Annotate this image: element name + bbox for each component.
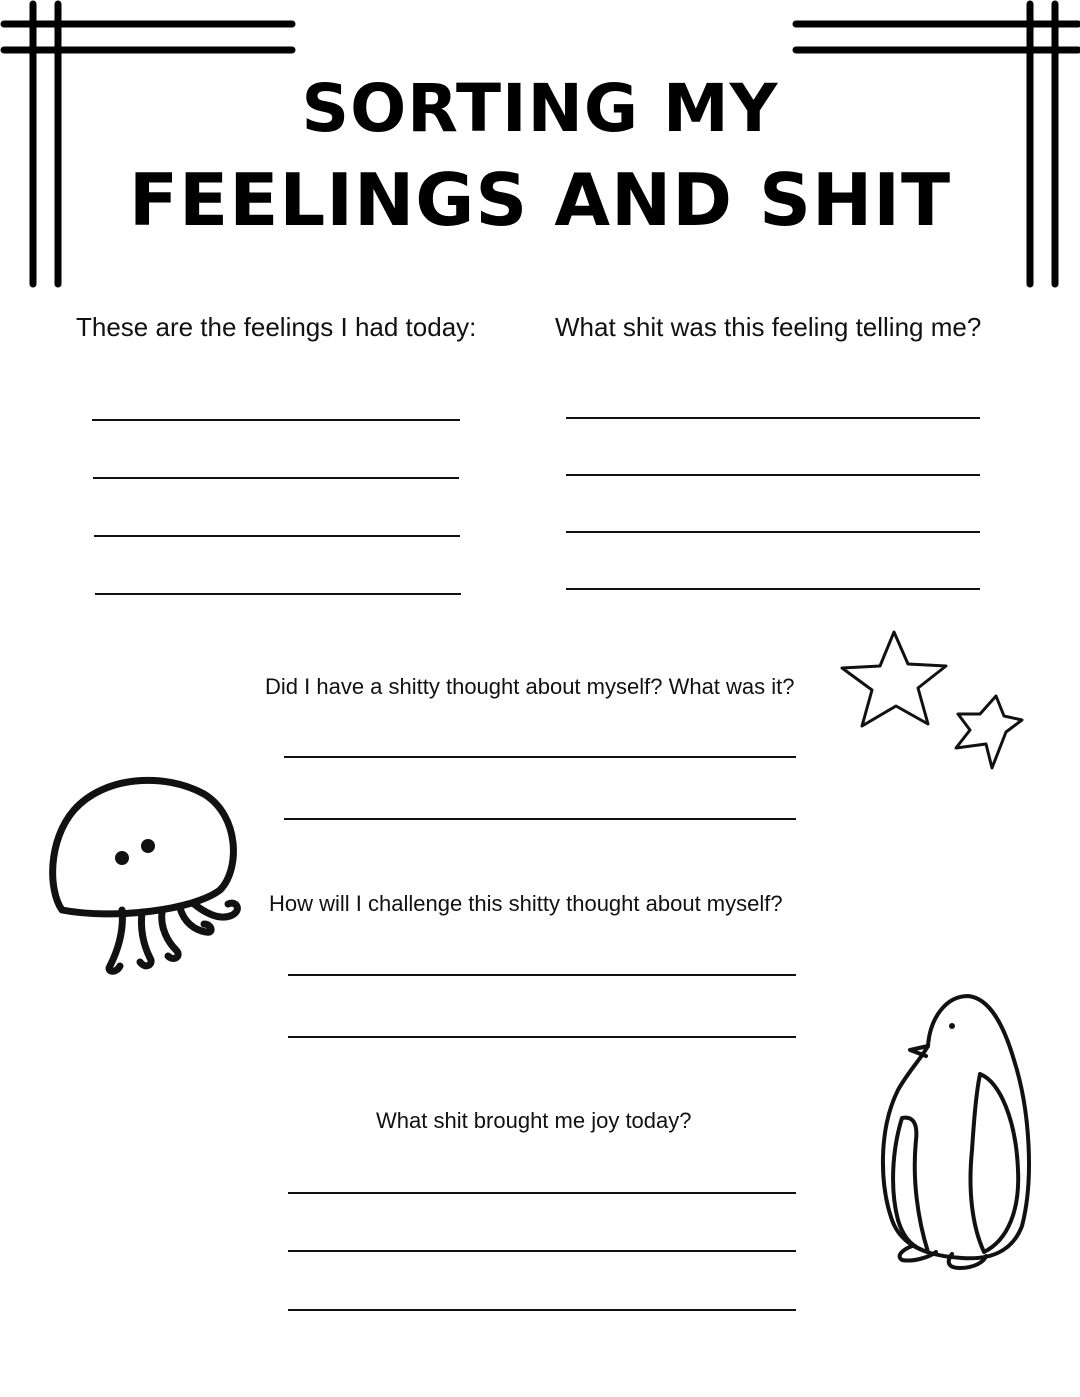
feelings-line-3[interactable] [94,535,460,537]
jellyfish-icon [44,770,250,980]
challenge-line-2[interactable] [288,1036,796,1038]
feeling-telling-label: What shit was this feeling telling me? [555,312,982,342]
telling-line-3[interactable] [566,531,980,533]
star-small-icon [956,696,1022,768]
telling-line-2[interactable] [566,474,980,476]
thought-line-1[interactable] [284,756,796,758]
feelings-line-4[interactable] [95,593,461,595]
page-title-line-1: SORTING MY [301,70,779,147]
frame-corners [0,0,1080,300]
telling-line-1[interactable] [566,417,980,419]
shitty-thought-label: Did I have a shitty thought about myself? What was it? [265,674,795,699]
penguin-icon [872,990,1036,1274]
joy-line-2[interactable] [288,1250,796,1252]
page-title-line-2: FEELINGS AND SHIT [128,158,952,242]
feelings-line-1[interactable] [92,419,460,421]
thought-line-2[interactable] [284,818,796,820]
star-icon [836,624,1030,776]
joy-line-1[interactable] [288,1192,796,1194]
telling-line-4[interactable] [566,588,980,590]
challenge-thought-label: How will I challenge this shitty thought about myself? [269,891,783,916]
feelings-line-2[interactable] [93,477,459,479]
joy-today-label: What shit brought me joy today? [376,1108,692,1133]
challenge-line-1[interactable] [288,974,796,976]
joy-line-3[interactable] [288,1309,796,1311]
feelings-today-label: These are the feelings I had today: [76,312,477,342]
